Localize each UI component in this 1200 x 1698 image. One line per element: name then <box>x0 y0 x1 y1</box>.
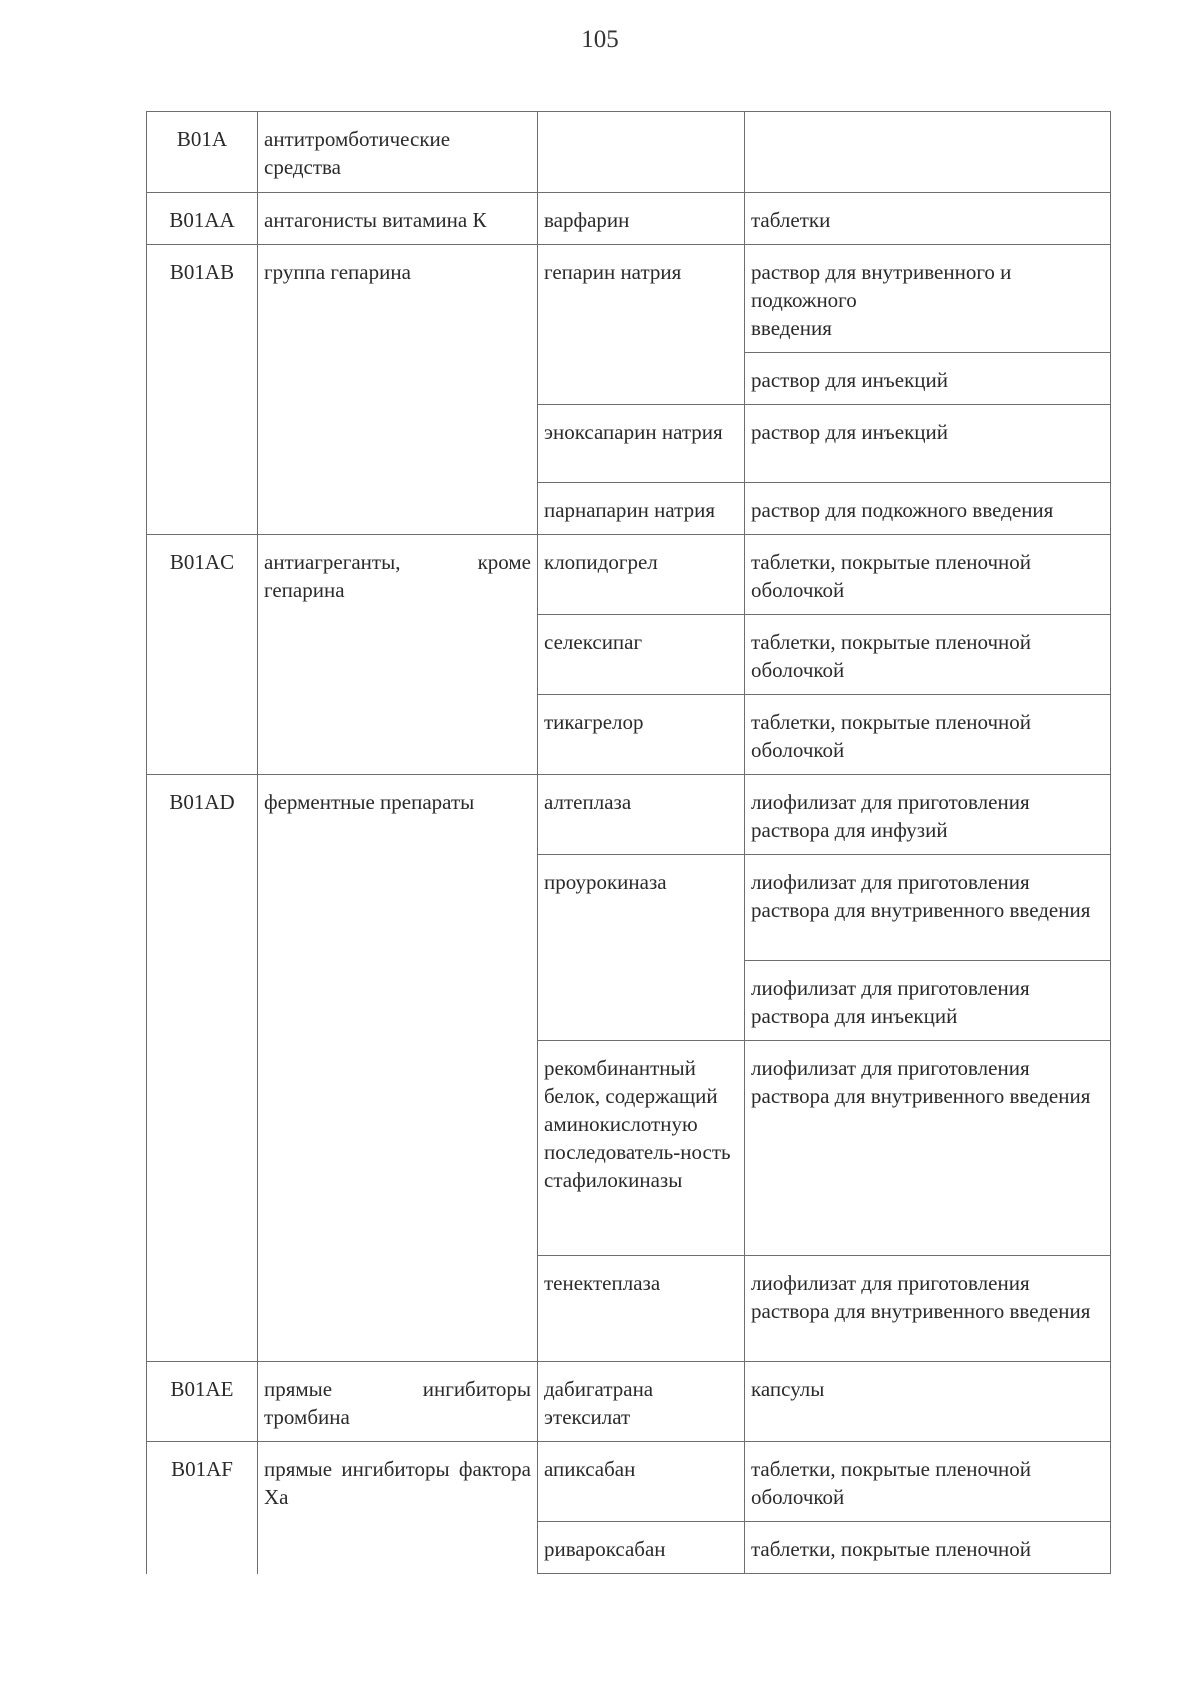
atc-code: B01AE <box>147 1362 258 1442</box>
table-row <box>147 535 1111 615</box>
group-name: группа гепарина <box>258 245 538 535</box>
dosage-form: раствор для подкожного введения <box>745 483 1111 535</box>
dosage-form: капсулы <box>745 1362 1111 1442</box>
dosage-form: лиофилизат для приготовления раствора для внутривенного введения <box>745 855 1111 961</box>
group-name: антитромботические средства <box>258 112 538 193</box>
dosage-form: раствор для инъекций <box>745 353 1111 405</box>
table-body <box>147 112 1111 1574</box>
drug-table <box>146 111 1111 1574</box>
group-name: антагонисты витамина К <box>258 193 538 245</box>
table-row <box>147 193 1111 245</box>
drug-name: тикагрелор <box>538 695 745 775</box>
atc-code: B01AD <box>147 775 258 1362</box>
group-name: прямые ингибиторы тромбина <box>258 1362 538 1442</box>
drug-name: ривароксабан <box>538 1522 745 1574</box>
dosage-form: таблетки, покрытые пленочной оболочкой <box>745 535 1111 615</box>
dosage-form: лиофилизат для приготовления раствора для инфузий <box>745 775 1111 855</box>
drug-name: тенектеплаза <box>538 1256 745 1362</box>
page-number: 105 <box>581 26 619 53</box>
atc-code: B01AA <box>147 193 258 245</box>
table-row <box>147 1442 1111 1522</box>
drug-name <box>538 112 745 193</box>
table-row <box>147 1362 1111 1442</box>
atc-code: B01AC <box>147 535 258 775</box>
dosage-form <box>745 112 1111 193</box>
atc-code: B01AB <box>147 245 258 535</box>
dosage-form: таблетки, покрытые пленочной оболочкой <box>745 615 1111 695</box>
drug-name: эноксапарин натрия <box>538 405 745 483</box>
drug-name: селексипаг <box>538 615 745 695</box>
table-row <box>147 245 1111 353</box>
table-row <box>147 775 1111 855</box>
drug-name: апиксабан <box>538 1442 745 1522</box>
drug-name: парнапарин натрия <box>538 483 745 535</box>
dosage-form: таблетки <box>745 193 1111 245</box>
group-name: ферментные препараты <box>258 775 538 1362</box>
dosage-form: лиофилизат для приготовления раствора для инъекций <box>745 961 1111 1041</box>
group-name: прямые ингибиторы фактора Xa <box>258 1442 538 1574</box>
drug-name: алтеплаза <box>538 775 745 855</box>
dosage-form: лиофилизат для приготовления раствора для внутривенного введения <box>745 1256 1111 1362</box>
dosage-form: таблетки, покрытые пленочной <box>745 1522 1111 1574</box>
table-row <box>147 112 1111 193</box>
drug-name: гепарин натрия <box>538 245 745 405</box>
dosage-form: раствор для инъекций <box>745 405 1111 483</box>
drug-name: варфарин <box>538 193 745 245</box>
dosage-form: раствор для внутривенного и подкожного введения <box>745 245 1111 353</box>
drug-name: дабигатрана этексилат <box>538 1362 745 1442</box>
dosage-form: лиофилизат для приготовления раствора для внутривенного введения <box>745 1041 1111 1256</box>
dosage-form: таблетки, покрытые пленочной оболочкой <box>745 1442 1111 1522</box>
drug-name: клопидогрел <box>538 535 745 615</box>
group-name: антиагреганты, кроме гепарина <box>258 535 538 775</box>
drug-name: проурокиназа <box>538 855 745 1041</box>
dosage-form: таблетки, покрытые пленочной оболочкой <box>745 695 1111 775</box>
drug-name: рекомбинантный белок, содержащий аминокислотную последователь-ность стафилокиназы <box>538 1041 745 1256</box>
atc-code: B01AF <box>147 1442 258 1574</box>
atc-code: B01A <box>147 112 258 193</box>
